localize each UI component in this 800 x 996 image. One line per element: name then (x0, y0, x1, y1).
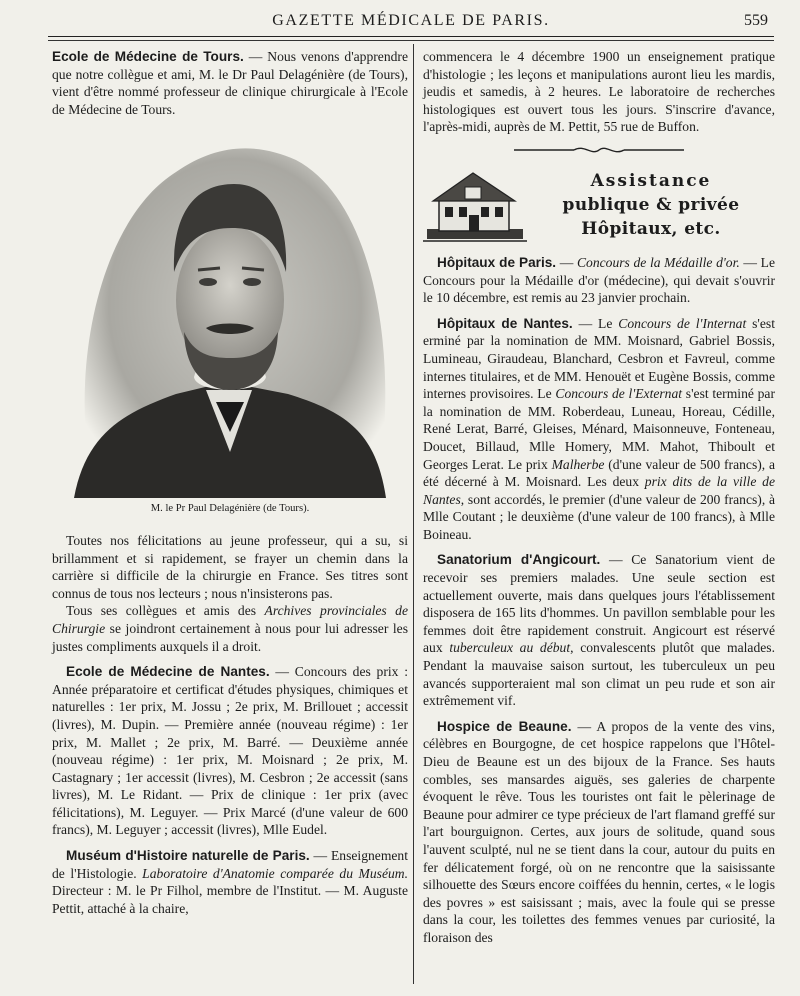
beaune-text: — A propos de la vente des vins, célèbres en Bourgogne, de cet hospice rappelons que l'Hôtel-Dieu de Beaune est un des bijoux de la France. Ses hauts combles, ses mansardes aiguës, ses galeries de charpente évoquent le rêve. Tous les touristes ont fait le pèlerinage de Beaune pour admirer ce type précieux de l'art flamand greffé sur l'art bourguignon. Certes, aux jours de solitude, quand sous l'auvent sculpté, nul ne se tient dans la cour, autour du puits en fer délicatement forgé, où on ne rencontre que la saisissante silhouette des Sœurs encore coiffées du hennin, certes, « le logis des povres » est saisissant ; mais, avec la foule qui se presse dans la cour, les toilettes des femmes venues par curiosité, la floraison des (423, 718, 775, 945)
hnantes-text-d: (d'une valeur de 500 francs), a été décerné à M. Moisnard. Les deux (423, 456, 775, 490)
museum-article (52, 847, 408, 917)
paris-text-a: — (556, 254, 577, 270)
collegues-paragraph (52, 602, 408, 655)
sana-text-a: — Ce Sanatorium vient de recevoir ses premiers malades. Une seule section est actuellement ouverte, mais dans quelques jours l'établissement disposera de 165 lits d'hommes. Un pavillon semblable pour les femmes doit être rapidement construit. Angicourt est réservé aux (423, 552, 775, 656)
paris-concours-title: Concours de la Médaille d'or. (576, 254, 740, 270)
nantes-heading: Ecole de Médecine de Nantes. (66, 664, 270, 680)
collegues-text-b: se joindront certainement à nous pour lui adresser les justes compliments auxquels il a droit. (52, 620, 408, 654)
sana-tuberculeux: tuberculeux au début (449, 640, 571, 656)
header-rule-secondary (48, 40, 774, 41)
header-rule (48, 36, 774, 37)
paris-article (423, 254, 775, 307)
hnantes-text-a: — Le (572, 315, 619, 331)
museum-text-b: Directeur : M. le Pr Filhol, membre de l'Institut. — M. Auguste Pettit, attaché à la chaire, (52, 883, 408, 916)
sana-article (423, 551, 775, 709)
nantes-article (52, 663, 408, 839)
sana-text-b: , convalescents plutôt que malades. Pendant la mauvaise saison surtout, les tuberculeux un peu avancés supporteraient mal son climat un peu rude et son air extrêmement vif. (423, 640, 775, 709)
hnantes-text-b: s'est erminé par la nomination de MM. Moisnard, Gabriel Bossis, Lumineau, Giraudeau, Blanchard, Cesbron et Favreul, comme internes titulaires, et de MM. Henouët et Eugène Bossis, comme internes provisoires. Le (423, 315, 775, 402)
hnantes-article (423, 315, 775, 544)
right-column (423, 48, 775, 947)
hnantes-internat: Concours de l'Internat (618, 315, 747, 331)
felicitations-paragraph: Toutes nos félicitations au jeune professeur, qui a su, si brillamment et si rapidement, se frayer un chemin dans la carrière si difficile de la chirurgie en France. Ses titres sont connus de tous nos lecteurs ; nous n'insisterons pas. (52, 532, 408, 601)
hospital-building-icon (423, 165, 527, 245)
banner-line-2: publique & privée (562, 194, 740, 215)
hnantes-externat: Concours de l'Externat (555, 386, 683, 402)
hnantes-text-e: , sont accordés, le premier (d'une valeur de 200 francs), à Mlle Coutant ; le deuxième (d'une valeur de 100 francs), à Mlle Boineau. (423, 491, 775, 542)
hnantes-text-c: s'est terminé par la nomination de MM. Roberdeau, Luneau, Horeau, Cédille, René Lerat, Barré, Gleises, Ménard, Maisonneuve, Fonteneau, Doucet, Billaud, Mlle Homery, MM. Mahot, Thiboult et Georges Lerat. Le prix (423, 386, 775, 472)
museum-heading: Muséum d'Histoire naturelle de Paris. (66, 848, 310, 864)
ornament-rule (514, 144, 684, 156)
journal-title: GAZETTE MÉDICALE DE PARIS. (272, 12, 550, 29)
banner-line-1: Assistance (590, 170, 712, 191)
paris-heading: Hôpitaux de Paris. (437, 254, 557, 270)
museum-continuation: commencera le 4 décembre 1900 un enseignement pratique d'histologie ; les leçons et manipulations auront lieu les mardis, jeudis et samedis, à 2 heures. Le laboratoire de recherches histologiques est ouvert tous les jours. S'inscrire d'avance, l'après-midi, auprès de M. Pettit, 55 rue de Buffon. (423, 49, 775, 135)
hnantes-malherbe: Malherbe (551, 456, 605, 472)
museum-text-a: — Enseignement de l'Histologie. (52, 848, 408, 881)
portrait-image (56, 132, 404, 498)
banner-line-3: Hôpitaux, etc. (581, 218, 721, 239)
hnantes-prix-ville: prix dits de la ville de Nantes (423, 474, 775, 507)
collegues-journal-title: Archives provinciales de Chirurgie (52, 603, 408, 636)
column-divider (413, 44, 414, 984)
tours-text: — Nous venons d'apprendre que notre collègue et ami, M. le Dr Paul Delagénière (de Tours), vient d'être nommé professeur de clinique chirurgicale à l'Ecole de Médecine de Tours. (52, 49, 408, 117)
collegues-text-a: Tous ses collègues et amis des (66, 603, 265, 619)
section-ornament (423, 144, 775, 156)
page-number: 559 (744, 12, 768, 29)
portrait-caption: M. le Pr Paul Delagénière (de Tours). (150, 503, 310, 515)
assistance-banner (423, 162, 775, 248)
tours-heading: Ecole de Médecine de Tours. (52, 49, 244, 64)
beaune-heading: Hospice de Beaune. (437, 718, 572, 734)
beaune-article (423, 718, 775, 947)
sana-heading: Sanatorium d'Angicourt. (437, 552, 601, 568)
banner-text (527, 169, 775, 241)
nantes-text: — Concours des prix : Année préparatoire et certificat d'études physiques, chimiques et naturelles : 1er prix, M. Jossu ; 2e prix, M. Brillouet ; accessit (livres), M. Dupin. — Première année (nouveau régime) : 1er prix, M. Mallet ; 2e prix, M. Barré. — Deuxième année (nouveau régime) : 1er prix, M. Moisnard ; 2e prix, M. Castagnary ; 1er accessit (livres), M. Cesbron ; 2e accessit (sans livres), M. Le Ridant. — Prix de clinique : 1er prix (avec félicitations), M. Leguyer. — Prix Marcé (d'une valeur de 600 francs), M. Leguyer ; accessit (livres), Mlle Eudel. (52, 664, 408, 838)
left-column (52, 48, 408, 917)
tours-article (52, 48, 408, 118)
page-header (48, 8, 774, 38)
hnantes-heading: Hôpitaux de Nantes. (437, 315, 573, 331)
museum-lab-title: Laboratoire d'Anatomie comparée du Muséum. (142, 865, 408, 881)
paris-text-b: — Le Concours pour la Médaille d'or (médecine), qui devait s'ouvrir le 10 décembre, est remis au 23 janvier prochain. (423, 254, 776, 306)
portrait-photo (52, 132, 408, 498)
